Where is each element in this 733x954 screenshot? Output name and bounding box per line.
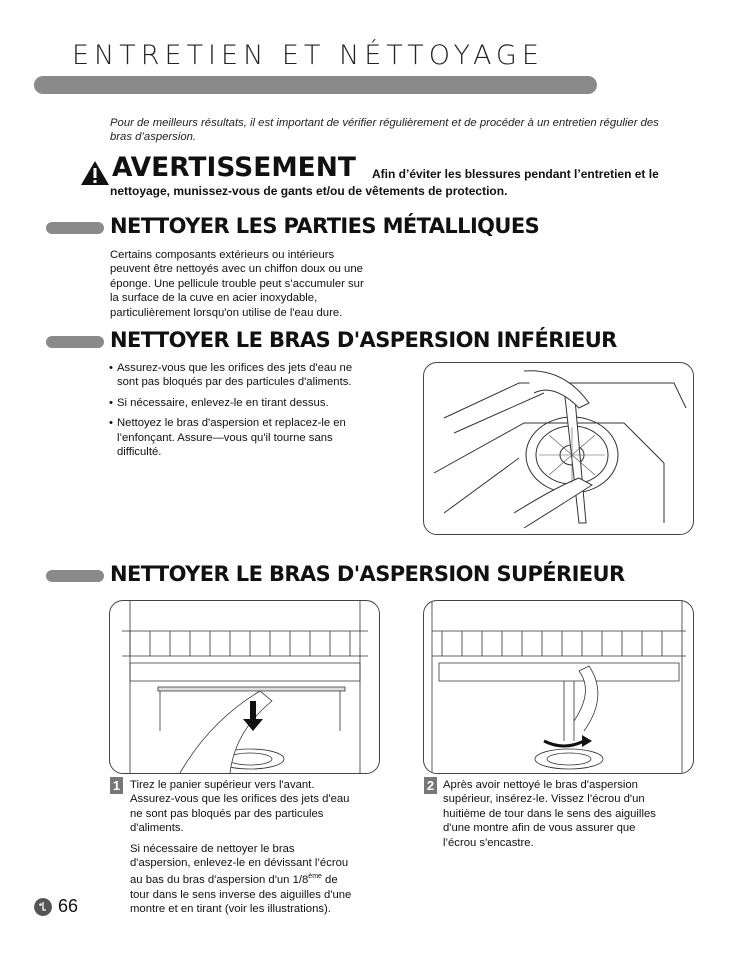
step2-text: Après avoir nettoyé le bras d'aspersion supérieur, insérez-le. Vissez l’écrou d'un huitième de tour dans le sens des aiguilles d'une montre afin de vous assurer que l’écrou s'encastre.: [443, 779, 656, 849]
page-title: ENTRETIEN ET NÉTTOYAGE: [72, 40, 544, 71]
upper-arm-removal-illustration: [109, 600, 380, 774]
list-item: • Nettoyez le bras d'aspersion et replacez-le en l’enfonçant. Assure—vous qu'il tourne sans difficulté.: [109, 416, 399, 459]
title-bar: [34, 76, 597, 94]
step-number-1: 1: [110, 777, 123, 794]
lower-spray-arm-illustration: [423, 362, 694, 535]
lg-logo-icon: [34, 898, 52, 916]
section2-bullets: [109, 361, 399, 465]
page-number: 66: [58, 896, 79, 916]
warning-text-line2: nettoyage, munissez-vous de gants et/ou de vêtements de protection.: [110, 184, 508, 198]
warning-word: AVERTISSEMENT: [112, 152, 356, 183]
text-line: particulièrement lorsqu'on utilise de l'eau dure.: [110, 306, 343, 319]
text-line: peuvent être nettoyés avec un chiffon doux ou une: [110, 263, 363, 276]
step2-drawing: [424, 601, 693, 773]
step-number-2: 2: [424, 777, 437, 794]
section-pill: [46, 222, 104, 234]
section-heading-metal: NETTOYER LES PARTIES MÉTALLIQUES: [110, 214, 540, 238]
intro-text: Pour de meilleurs résultats, il est important de vérifier régulièrement et de procéder à un entretien régulier des bras d’aspersion.: [110, 117, 659, 143]
section-pill: [46, 570, 104, 582]
section-heading-lower-arm: NETTOYER LE BRAS D'ASPERSION INFÉRIEUR: [110, 328, 617, 352]
list-item: • Si nécessaire, enlevez-le en tirant dessus.: [109, 396, 399, 410]
text-line: la surface de la cuve en acier inoxydable,: [110, 292, 318, 305]
list-item: • Assurez-vous que les orifices des jets d'eau ne sont pas bloqués par des particules d'aliments.: [109, 361, 399, 390]
text-line: éponge. Une pellicule trouble peut s’accumuler sur: [110, 277, 364, 290]
section-heading-upper-arm: NETTOYER LE BRAS D'ASPERSION SUPÉRIEUR: [110, 562, 625, 586]
step1-text: Tirez le panier supérieur vers l'avant. Assurez-vous que les orifices des jets d'eau ne sont pas bloqués par des particules d'aliments. Si nécessaire de nettoyer le bras d'aspersion, enlevez-le en dévissant l’écrou au bas du bras d'aspersion d'un 1/8ème de tour dans le sens inverse des aiguilles d'une montre et en tirant (voir les illustrations).: [130, 779, 352, 916]
upper-arm-install-illustration: [423, 600, 694, 774]
warning-triangle-icon: [80, 160, 110, 186]
section1-text: [110, 248, 400, 320]
section-pill: [46, 336, 104, 348]
step1-drawing: [110, 601, 379, 773]
text-line: Certains composants extérieurs ou intérieurs: [110, 249, 335, 261]
warning-text-line1: Afin d’éviter les blessures pendant l’entretien et le: [372, 167, 659, 181]
lower-arm-drawing: [424, 363, 693, 534]
